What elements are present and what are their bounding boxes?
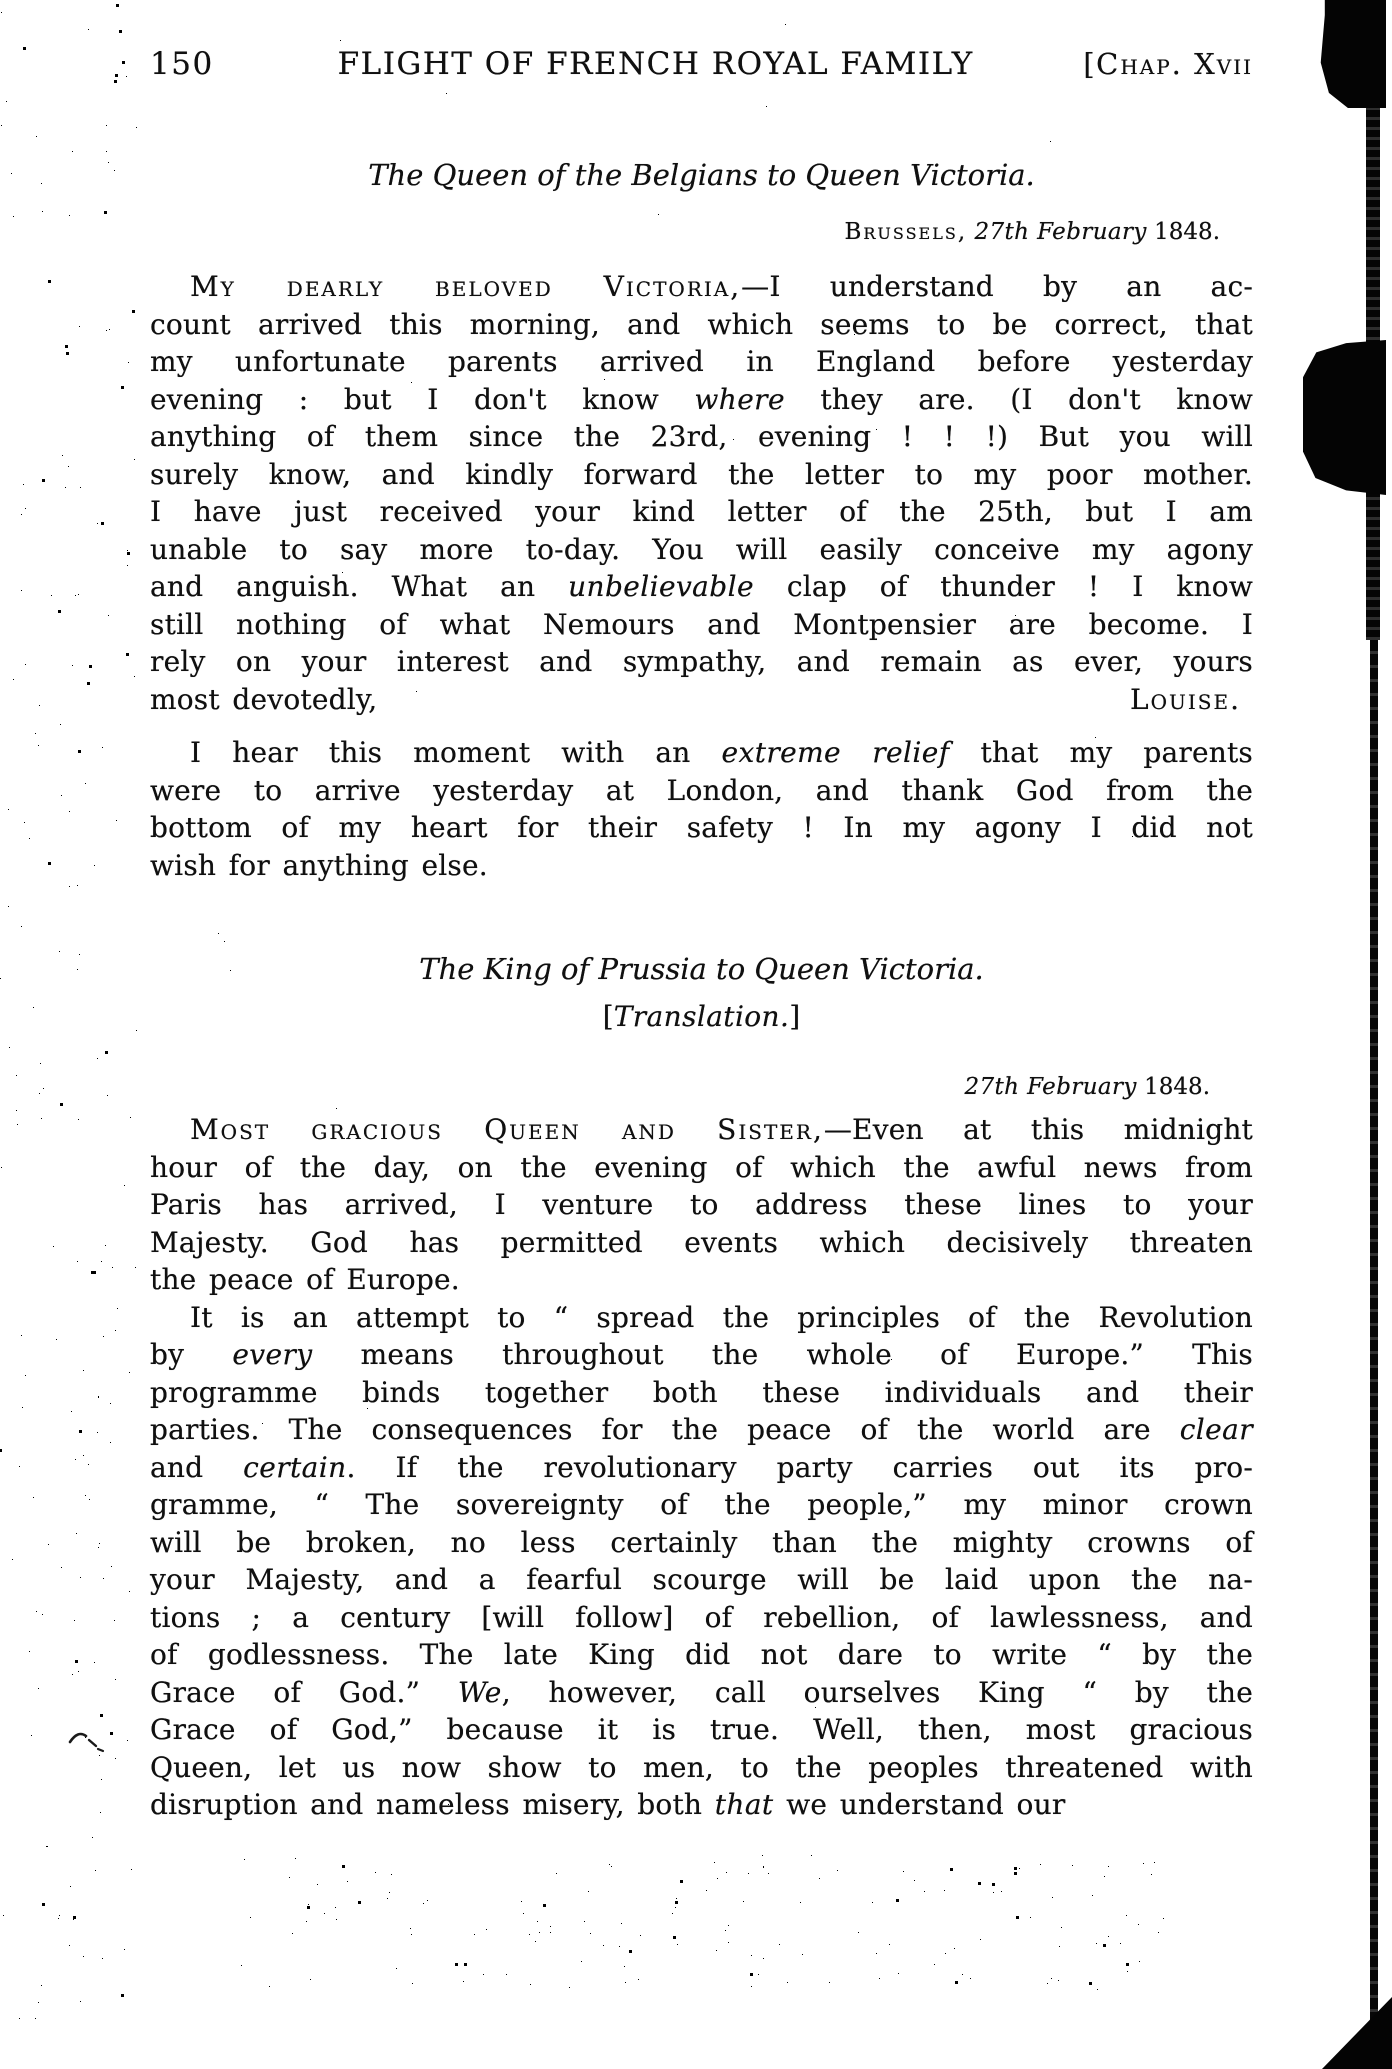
text-line: were to arrive yesterday at London, and thank God from the bbox=[150, 773, 1253, 807]
text-line: I hear this moment with an extreme relief that my parents bbox=[190, 736, 1254, 769]
text-line: surely know, and kindly forward the letter to my poor mother. bbox=[150, 457, 1253, 491]
binding-shadow-top-blob bbox=[1318, 0, 1386, 108]
text-line: My dearly beloved Victoria,—I understand by an ac- bbox=[190, 270, 1253, 303]
text-line: and certain. If the revolutionary party carries out its pro- bbox=[150, 1450, 1253, 1484]
letter-heading: The King of Prussia to Queen Victoria. bbox=[419, 952, 984, 986]
page-number: 150 bbox=[150, 46, 214, 82]
text-line: Grace of God,” because it is true. Well, then, most gracious bbox=[150, 1713, 1253, 1746]
text-line: Majesty. God has permitted events which decisively threaten bbox=[150, 1225, 1253, 1259]
text-line: disruption and nameless misery, both that we understand our bbox=[150, 1788, 1066, 1821]
letter-dateline: 27th February 1848. bbox=[964, 1074, 1210, 1100]
signature: Louise. bbox=[1130, 682, 1241, 716]
text-line: the peace of Europe. bbox=[150, 1263, 460, 1296]
text-line: still nothing of what Nemours and Montpensier are become. I bbox=[150, 607, 1253, 641]
text-line: unable to say more to-day. You will easily conceive my agony bbox=[150, 532, 1253, 566]
text-line: hour of the day, on the evening of which the awful news from bbox=[150, 1150, 1253, 1184]
text-line: tions ; a century [will follow] of rebellion, of lawlessness, and bbox=[150, 1600, 1253, 1634]
letter-dateline: Brussels, 27th February 1848. bbox=[844, 219, 1220, 245]
text-line: most devotedly, Louise. bbox=[150, 681, 1253, 719]
paragraph bbox=[150, 268, 1253, 718]
paragraph bbox=[150, 1299, 1253, 1824]
text-line: your Majesty, and a fearful scourge will be laid upon the na- bbox=[150, 1563, 1253, 1596]
text-line: will be broken, no less certainly than the mighty crowns of bbox=[150, 1525, 1253, 1559]
text-line: by every means throughout the whole of Europe.” This bbox=[150, 1338, 1253, 1371]
text-line: of godlessness. The late King did not dare to write “ by the bbox=[150, 1638, 1253, 1671]
binding-shadow-mid-blob bbox=[1303, 340, 1386, 495]
text-line: programme binds together both these individuals and their bbox=[150, 1375, 1253, 1409]
binding-shadow-strip-lower bbox=[1370, 640, 1378, 2069]
text-line: parties. The consequences for the peace of the world are clear bbox=[150, 1413, 1253, 1446]
text-line: wish for anything else. bbox=[150, 848, 488, 882]
text-line: and anguish. What an unbelievable clap of thunder ! I know bbox=[150, 570, 1253, 603]
scan-speckle-noise bbox=[0, 0, 1, 1]
paragraph bbox=[150, 1111, 1253, 1299]
text-column bbox=[150, 0, 1253, 1824]
text-line: It is an attempt to “ spread the principles of the Revolution bbox=[190, 1300, 1253, 1334]
text-line: evening : but I don't know where they are. (I don't know bbox=[150, 382, 1254, 416]
text-line: Queen, let us now show to men, to the peoples threatened with bbox=[150, 1750, 1253, 1784]
running-head-title: FLIGHT OF FRENCH ROYAL FAMILY bbox=[337, 46, 974, 82]
pen-mark bbox=[62, 1722, 132, 1768]
letters-container bbox=[150, 156, 1253, 1824]
text-line: Grace of God.” We, however, call ourselves King “ by the bbox=[150, 1675, 1254, 1709]
text-line: my unfortunate parents arrived in England before yesterday bbox=[150, 345, 1253, 378]
text-line: I have just received your kind letter of the 25th, but I am bbox=[150, 495, 1253, 528]
text-line: bottom of my heart for their safety ! In my agony I did not bbox=[150, 811, 1253, 844]
text-line: rely on your interest and sympathy, and remain as ever, yours bbox=[150, 645, 1253, 678]
text-line: Most gracious Queen and Sister,—Even at this midnight bbox=[190, 1113, 1254, 1146]
paragraph bbox=[150, 734, 1253, 884]
chapter-label: [Chap. Xvii bbox=[1083, 47, 1253, 81]
running-head bbox=[150, 46, 1253, 82]
text-line: gramme, “ The sovereignty of the people,” my minor crown bbox=[150, 1488, 1253, 1521]
text-line: count arrived this morning, and which seems to be correct, that bbox=[150, 307, 1253, 341]
text-line: Paris has arrived, I venture to address these lines to your bbox=[150, 1188, 1253, 1221]
letter-heading: The Queen of the Belgians to Queen Victoria. bbox=[368, 158, 1035, 192]
letter-subheading: [Translation.] bbox=[602, 1000, 801, 1033]
binding-shadow-bottom-wedge bbox=[1322, 1997, 1392, 2069]
text-line: anything of them since the 23rd, evening ! ! !) But you will bbox=[150, 420, 1253, 453]
